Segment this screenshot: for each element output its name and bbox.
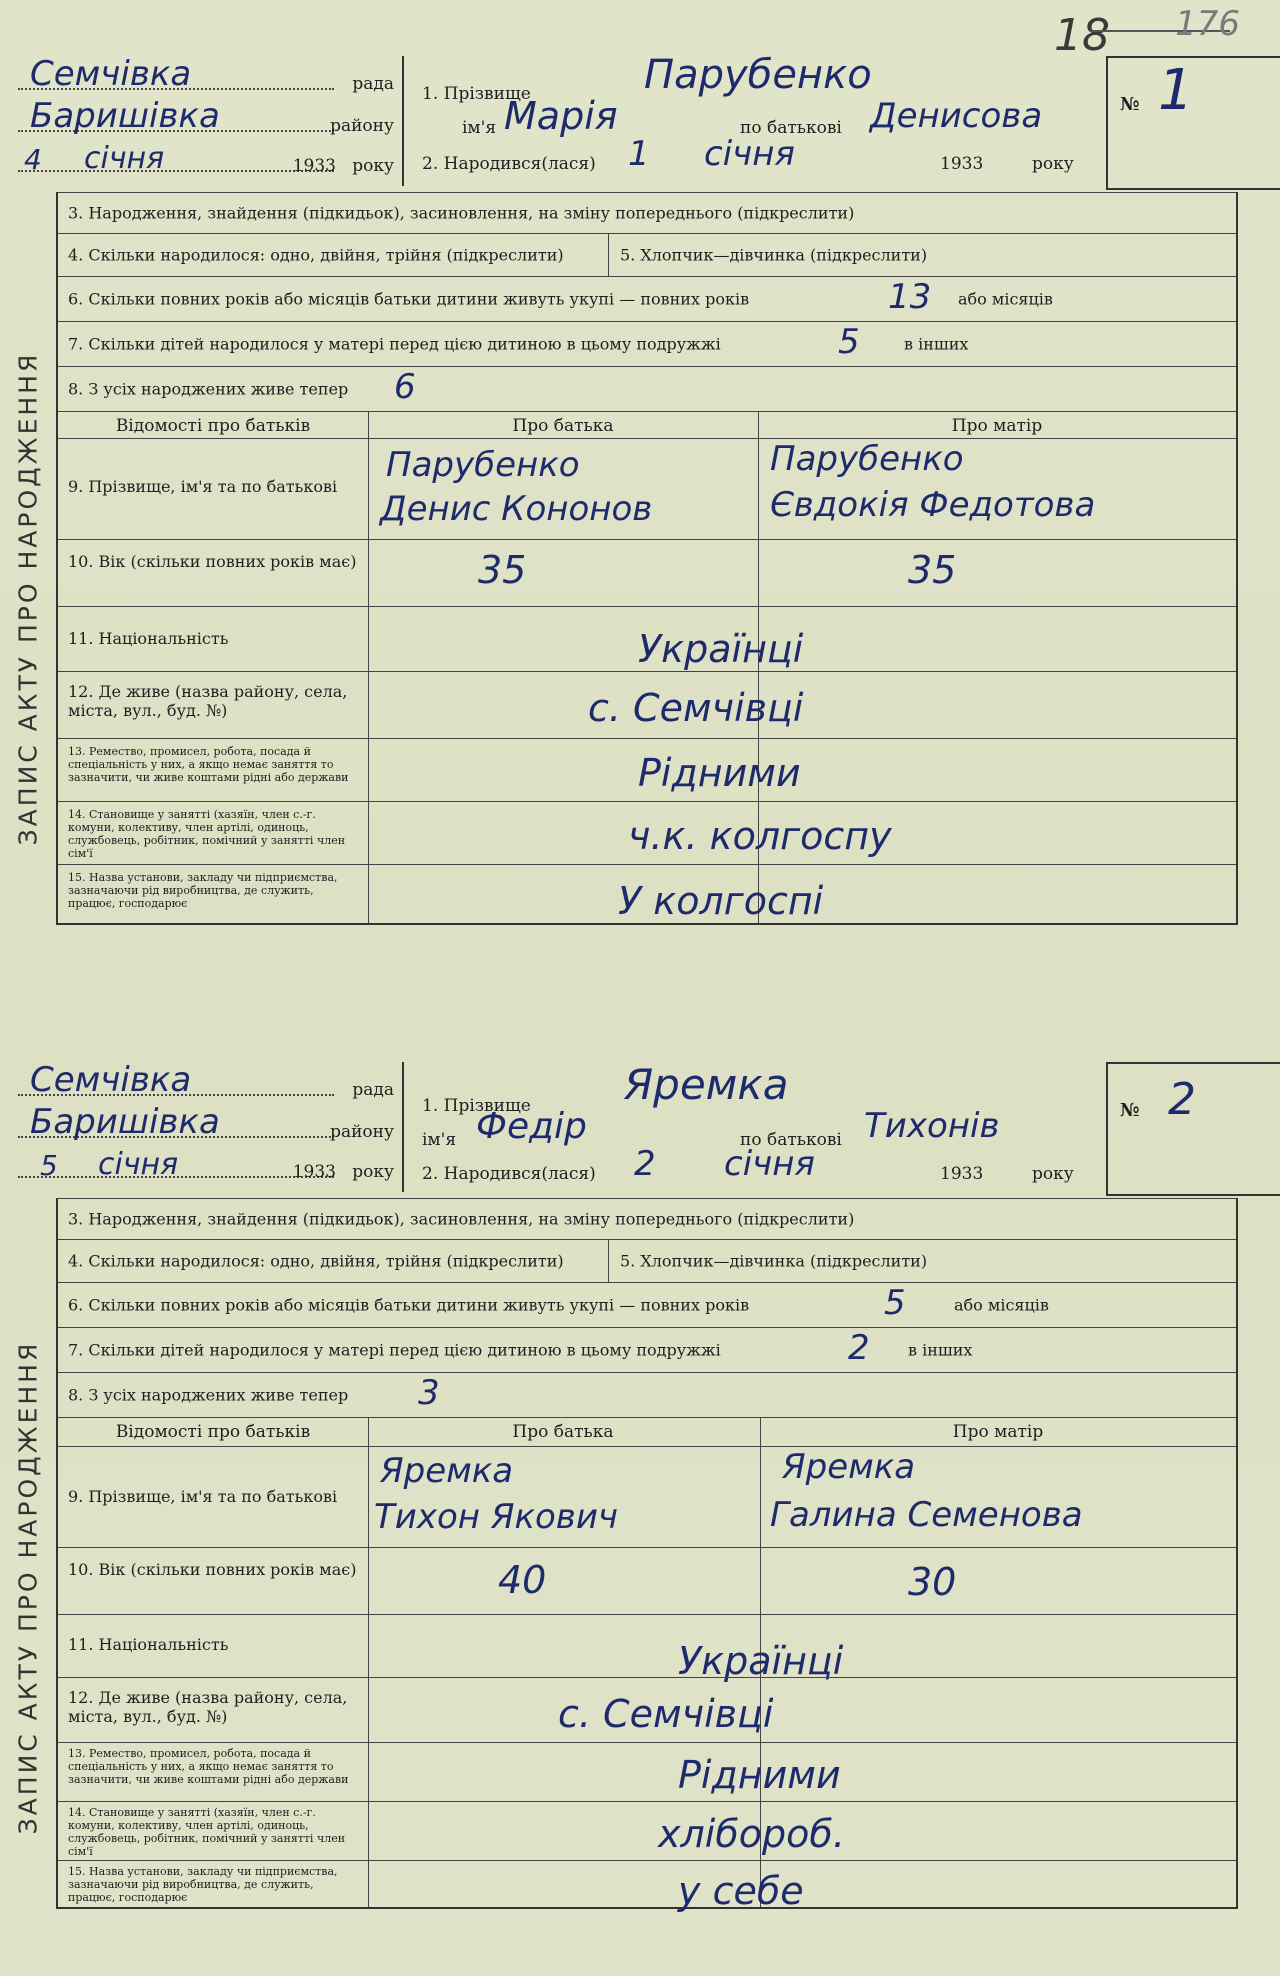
q9-text: 9. Прізвище, ім'я та по батькові — [68, 1487, 338, 1506]
q4-text: 4. Скільки народилося: одно, двійня, трійня (підкреслити) — [68, 1251, 564, 1271]
name-label: ім'я — [422, 1130, 457, 1150]
row-q8 — [58, 1372, 1236, 1417]
q5-text: 5. Хлопчик—дівчинка (підкреслити) — [620, 1251, 928, 1271]
born-label: 2. Народився(лася) — [422, 1164, 596, 1184]
raion-line — [18, 96, 394, 138]
father-name-value: Денис Кононов — [380, 489, 653, 529]
birth-month-value: січня — [704, 134, 795, 174]
parents-age-row — [58, 539, 1236, 606]
position-row — [58, 801, 1236, 864]
surname-value: Яремка — [624, 1060, 789, 1109]
row-q8 — [58, 366, 1236, 411]
nationality-value: Українці — [638, 627, 804, 671]
parents-age-row — [58, 1547, 1236, 1614]
parents-header-row — [58, 411, 1236, 438]
column-divider — [608, 234, 609, 276]
q6-text: 6. Скільки повних років або місяців батьки дитини живуть укупі — повних років — [68, 1295, 750, 1315]
raion-label: району — [330, 116, 394, 136]
parents-table — [58, 1417, 1236, 1913]
rada-value: Семчівка — [30, 54, 192, 94]
roku-label: року — [352, 156, 394, 176]
row-q7 — [58, 321, 1236, 366]
q5-text: 5. Хлопчик—дівчинка (підкреслити) — [620, 245, 928, 265]
raion-value: Баришівка — [30, 96, 220, 136]
reg-year-label: 1933 — [292, 156, 336, 176]
parents-info-header: Відомості про батьків — [115, 1422, 311, 1442]
record-header — [0, 1062, 1280, 1192]
mother-surname-value: Яремка — [782, 1447, 916, 1487]
header-left — [0, 1062, 404, 1192]
birth-roku-label: року — [1032, 1164, 1074, 1184]
number-label: № — [1120, 1100, 1140, 1121]
name-value: Марія — [504, 94, 618, 138]
position-value: хлібороб. — [658, 1812, 845, 1856]
surname-value: Парубенко — [644, 52, 872, 98]
q12-text: 12. Де живе (назва району, села, міста, вул., буд. №) — [68, 1688, 348, 1726]
q6-months-text: або місяців — [958, 289, 1053, 309]
reg-day-value: 4 — [24, 143, 42, 176]
q15-text: 15. Назва установи, закладу чи підприємства, зазначаючи рід виробництва, де служить, працює, господарює — [68, 871, 338, 910]
reg-month-value: січня — [84, 141, 165, 176]
q15-text: 15. Назва установи, закладу чи підприємства, зазначаючи рід виробництва, де служить, працює, господарює — [68, 1865, 338, 1904]
q13-text: 13. Ремество, промисел, робота, посада й спеціальність у них, а якщо немає заняття то зазначити, чи живе коштами рідні або держави — [68, 1747, 349, 1786]
occupation-value: Рідними — [678, 1753, 841, 1797]
row-q4-q5 — [58, 233, 1236, 276]
rada-value: Семчівка — [30, 1060, 192, 1100]
q3-text: 3. Народження, знайдення (підкидьок), засиновлення, на зміну попереднього (підкреслити) — [68, 203, 855, 223]
mother-age-value: 30 — [908, 1560, 957, 1604]
header-left — [0, 56, 404, 186]
raion-line — [18, 1102, 394, 1144]
father-age-value: 35 — [478, 548, 527, 592]
birth-record-2 — [0, 1060, 1280, 1913]
q6-months-text: або місяців — [954, 1295, 1049, 1315]
about-father-header: Про батька — [512, 416, 614, 436]
birth-year-label: 1933 — [940, 1164, 984, 1184]
name-value: Федір — [476, 1106, 587, 1147]
q9-text: 9. Прізвище, ім'я та по батькові — [68, 477, 338, 496]
father-name-value: Тихон Якович — [374, 1497, 619, 1537]
roku-label: року — [352, 1162, 394, 1182]
record-header — [0, 52, 1280, 186]
side-title-text: ЗАПИС АКТУ ПРО НАРОДЖЕННЯ — [13, 1340, 43, 1834]
surname-label: 1. Прізвище — [422, 1096, 531, 1116]
q11-text: 11. Національність — [68, 1635, 229, 1654]
living-now-value: 6 — [394, 367, 416, 407]
institution-value: У колгоспі — [618, 879, 824, 923]
father-surname-value: Яремка — [380, 1451, 514, 1491]
header-center — [404, 1062, 1104, 1192]
q6-text: 6. Скільки повних років або місяців батьки дитини живуть укупі — повних років — [68, 289, 750, 309]
side-title — [0, 192, 56, 1004]
institution-row — [58, 864, 1236, 929]
q4-text: 4. Скільки народилося: одно, двійня, трійня (підкреслити) — [68, 245, 564, 265]
q8-text: 8. З усіх народжених живе тепер — [68, 379, 349, 399]
rada-line — [18, 56, 394, 96]
number-value: 2 — [1168, 1074, 1196, 1125]
q7-other-text: в інших — [904, 334, 969, 354]
row-q6 — [58, 1282, 1236, 1327]
q10-text: 10. Вік (скільки повних років має) — [68, 552, 357, 571]
about-mother-header: Про матір — [951, 416, 1043, 436]
record-grid — [56, 1198, 1238, 1913]
q14-text: 14. Становище у занятті (хазяїн, член с.-г. комуни, колективу, член артілі, одиноць, службовець, робітник, помічний у занятті член сім'ї — [68, 808, 346, 860]
parents-header-row — [58, 1417, 1236, 1446]
surname-label: 1. Прізвище — [422, 84, 531, 104]
number-value: 1 — [1158, 58, 1194, 123]
q7-text: 7. Скільки дітей народилося у матері перед цією дитиною в цьому подружжі — [68, 334, 721, 354]
rada-line — [18, 1062, 394, 1102]
birth-record-1 — [0, 52, 1280, 923]
reg-month-value: січня — [98, 1147, 179, 1182]
patronymic-value: Денисова — [870, 96, 1043, 136]
q13-text: 13. Ремество, промисел, робота, посада й спеціальність у них, а якщо немає заняття то зазначити, чи живе коштами рідні або держави — [68, 745, 349, 784]
father-age-value: 40 — [498, 1558, 547, 1602]
side-title — [0, 1198, 56, 1976]
birth-roku-label: року — [1032, 154, 1074, 174]
position-value: ч.к. колгоспу — [628, 814, 892, 858]
mother-age-value: 35 — [908, 548, 957, 592]
patronymic-value: Тихонів — [864, 1106, 1000, 1146]
years-together-value: 13 — [888, 277, 932, 317]
residence-value: с. Семчівці — [558, 1692, 774, 1736]
name-label: ім'я — [462, 118, 497, 138]
row-q7 — [58, 1327, 1236, 1372]
father-surname-value: Парубенко — [386, 445, 580, 485]
birth-year-label: 1933 — [940, 154, 984, 174]
years-together-value: 5 — [884, 1283, 906, 1323]
date-line — [18, 1144, 394, 1184]
about-mother-header: Про матір — [952, 1422, 1044, 1442]
date-line — [18, 138, 394, 178]
mother-name-value: Євдокія Федотова — [770, 485, 1096, 525]
parents-info-header: Відомості про батьків — [115, 416, 311, 436]
institution-row — [58, 1860, 1236, 1915]
birth-month-value: січня — [724, 1144, 815, 1184]
row-q3 — [58, 1198, 1236, 1239]
born-label: 2. Народився(лася) — [422, 154, 596, 174]
parents-name-row — [58, 1446, 1236, 1547]
parents-table — [58, 411, 1236, 923]
reg-year-label: 1933 — [292, 1162, 336, 1182]
position-row — [58, 1801, 1236, 1860]
children-before-value: 5 — [838, 322, 860, 362]
q10-text: 10. Вік (скільки повних років має) — [68, 1560, 357, 1579]
rada-label: рада — [352, 74, 394, 94]
q12-text: 12. Де живе (назва району, села, міста, вул., буд. №) — [68, 682, 348, 720]
q7-text: 7. Скільки дітей народилося у матері перед цією дитиною в цьому подружжі — [68, 1340, 721, 1360]
row-q4-q5 — [58, 1239, 1236, 1282]
birth-day-value: 2 — [634, 1144, 656, 1184]
living-now-value: 3 — [418, 1373, 440, 1413]
rada-label: рада — [352, 1080, 394, 1100]
nationality-row — [58, 1614, 1236, 1683]
row-q3 — [58, 192, 1236, 233]
folio-struck: 18 — [1054, 10, 1110, 61]
occupation-row — [58, 1742, 1236, 1801]
record-grid — [56, 192, 1238, 925]
header-center — [404, 52, 1104, 186]
q7-other-text: в інших — [908, 1340, 973, 1360]
residence-row — [58, 1677, 1236, 1742]
q11-text: 11. Національність — [68, 629, 229, 648]
birth-day-value: 1 — [628, 134, 650, 174]
parents-name-row — [58, 438, 1236, 539]
occupation-row — [58, 738, 1236, 801]
folio-number: 176 — [1175, 4, 1240, 44]
record-number-box — [1106, 56, 1280, 190]
q3-text: 3. Народження, знайдення (підкидьок), засиновлення, на зміну попереднього (підкреслити) — [68, 1209, 855, 1229]
dotted-line — [18, 170, 334, 172]
q14-text: 14. Становище у занятті (хазяїн, член с.-г. комуни, колективу, член артілі, одиноць, службовець, робітник, помічний у занятті член сім'ї — [68, 1806, 346, 1858]
raion-value: Баришівка — [30, 1102, 220, 1142]
side-title-text: ЗАПИС АКТУ ПРО НАРОДЖЕННЯ — [13, 351, 43, 845]
nationality-value: Українці — [678, 1639, 844, 1683]
children-before-value: 2 — [848, 1328, 870, 1368]
patronymic-label: по батькові — [740, 1130, 842, 1150]
institution-value: у себе — [678, 1869, 804, 1913]
reg-day-value: 5 — [40, 1149, 58, 1182]
mother-name-value: Галина Семенова — [770, 1495, 1083, 1535]
raion-label: району — [330, 1122, 394, 1142]
about-father-header: Про батька — [512, 1422, 614, 1442]
occupation-value: Рідними — [638, 751, 801, 795]
patronymic-label: по батькові — [740, 118, 842, 138]
record-number-box — [1106, 1062, 1280, 1196]
number-label: № — [1120, 94, 1140, 115]
mother-surname-value: Парубенко — [770, 439, 964, 479]
residence-row — [58, 671, 1236, 738]
column-divider — [608, 1240, 609, 1282]
nationality-row — [58, 606, 1236, 671]
row-q6 — [58, 276, 1236, 321]
q8-text: 8. З усіх народжених живе тепер — [68, 1385, 349, 1405]
residence-value: с. Семчівці — [588, 686, 804, 730]
